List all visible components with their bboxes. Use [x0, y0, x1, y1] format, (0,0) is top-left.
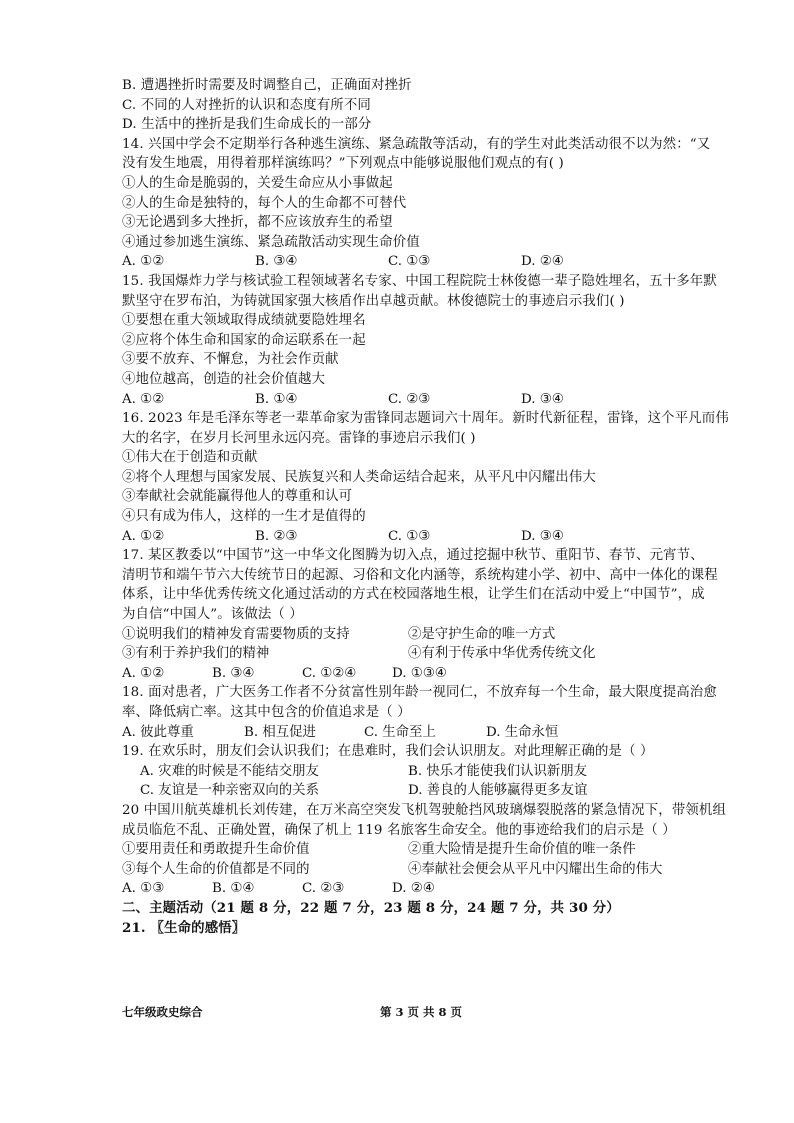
q15-statement-3: ③要不放弃、不懈怠，为社会作贡献	[122, 352, 339, 368]
q20-statement-3: ③每个人生命的价值都是不同的	[122, 861, 310, 877]
q20-statements-row-1	[122, 840, 742, 860]
q17-statements-row-1	[122, 625, 742, 645]
q17-statements-row-2	[122, 644, 742, 664]
q19-option-c: C. 友谊是一种亲密双向的关系	[140, 783, 319, 799]
q17-stem-line-3: 体系，让中华优秀传统文化通过活动的方式在校园落地生根，让学生们在活动中爱上“中国节”，成	[122, 587, 705, 603]
q17-stem-line-4: 为自信“中国人”。该做法（ ）	[122, 607, 303, 623]
q14-statement-2: ②人的生命是独特的，每个人的生命都不可替代	[122, 195, 407, 211]
q14-statement-4: ④通过参加逃生演练、紧急疏散活动实现生命价值	[122, 234, 420, 250]
q20-statement-4: ④奉献社会便会从平凡中闪耀出生命的伟大	[408, 861, 663, 877]
q20-options	[122, 879, 742, 899]
q14-statement-3: ③无论遇到多大挫折，都不应该放弃生的希望	[122, 215, 393, 231]
q16-statement-3: ③奉献社会就能赢得他人的尊重和认可	[122, 489, 353, 505]
q19-options-row-2	[122, 781, 742, 801]
q17-statement-3: ③有利于养护我们的精神	[122, 646, 270, 662]
q18-option-b: B. 相互促进	[244, 724, 316, 740]
q15-statement-1: ①要想在重大领域取得成绩就要隐姓埋名	[122, 313, 366, 329]
q15-stem-line-1: 15. 我国爆炸力学与核试验工程领域著名专家、中国工程院院士林俊德一辈子隐姓埋名，五十多年默	[122, 273, 717, 289]
q13-option-d: D. 生活中的挫折是我们生命成长的一部分	[122, 117, 372, 133]
q19-option-d: D. 善良的人能够赢得更多友谊	[408, 783, 588, 799]
q17-option-b: B. ③④	[212, 665, 255, 681]
q20-statements-row-2	[122, 860, 742, 880]
q15-statement-2: ②应将个体生命和国家的命运联系在一起	[122, 332, 366, 348]
q16-option-d: D. ③④	[521, 528, 564, 544]
q16-statement-4: ④只有成为伟人，这样的一生才是值得的	[122, 509, 366, 525]
q20-stem-line-1: 20 中国川航英雄机长刘传建，在万米高空突发飞机驾驶舱挡风玻璃爆裂脱落的紧急情况下，带领机组	[122, 802, 726, 818]
footer-subject: 七年级政史综合	[122, 1005, 203, 1019]
q14-options	[122, 252, 742, 272]
q19-option-a: A. 灾难的时候是不能结交朋友	[140, 763, 319, 779]
section-2-heading: 二、主题活动（21 题 8 分，22 题 7 分，23 题 8 分，24 题 7 分，共 30 分）	[122, 899, 620, 916]
q16-statement-2: ②将个人理想与国家发展、民族复兴和人类命运结合起来，从平凡中闪耀出伟大	[122, 469, 596, 485]
q14-option-c: C. ①③	[388, 254, 431, 270]
q17-options	[122, 664, 742, 684]
q14-option-a: A. ①②	[122, 254, 165, 270]
q18-stem-line-1: 18. 面对患者，广大医务工作者不分贫富性别年龄一视同仁，不放弃每一个生命，最大限度提高治愈	[122, 685, 717, 701]
q20-option-d: D. ②④	[392, 881, 435, 897]
q20-option-a: A. ①③	[122, 881, 165, 897]
q20-option-c: C. ②③	[302, 881, 345, 897]
q13-option-c: C. 不同的人对挫折的认识和态度有所不同	[122, 97, 371, 113]
q18-option-a: A. 彼此尊重	[122, 724, 194, 740]
q19-option-b: B. 快乐才能使我们认识新朋友	[408, 763, 588, 779]
q20-statement-2: ②重大险情是提升生命价值的唯一条件	[408, 842, 636, 858]
q17-stem-line-1: 17. 某区教委以“中国节”这一中华文化图腾为切入点，通过挖掘中秋节、重阳节、春节、元宵节、	[122, 548, 704, 564]
q17-statement-2: ②是守护生命的唯一方式	[408, 626, 556, 642]
q15-option-c: C. ②③	[388, 391, 431, 407]
q18-stem-line-2: 率、降低病亡率。这其中包含的价值追求是（ ）	[122, 705, 411, 720]
exam-page-content	[122, 76, 742, 938]
q15-option-b: B. ①④	[255, 391, 298, 407]
q14-stem-line-2: 没有发生地震，用得着那样演练吗？”下列观点中能够说服他们观点的有( )	[122, 156, 564, 172]
q16-stem-line-2: 大的名字，在岁月长河里永远闪亮。雷锋的事迹启示我们( )	[122, 430, 476, 446]
q15-statement-4: ④地位越高，创造的社会价值越大	[122, 371, 326, 387]
q20-statement-1: ①要用责任和勇敢提升生命价值	[122, 842, 310, 858]
q17-option-c: C. ①②④	[302, 665, 357, 681]
q15-stem-line-2: 默坚守在罗布泊，为铸就国家强大核盾作出卓越贡献。林俊德院士的事迹启示我们( )	[122, 293, 625, 309]
q16-statement-1: ①伟大在于创造和贡献	[122, 450, 258, 466]
q18-option-c: C. 生命至上	[364, 724, 436, 740]
q19-stem: 19. 在欢乐时，朋友们会认识我们；在患难时，我们会认识朋友。对此理解正确的是（ ）	[122, 744, 654, 760]
q13-option-b: B. 遭遇挫折时需要及时调整自己，正确面对挫折	[122, 78, 412, 93]
q18-option-d: D. 生命永恒	[486, 724, 559, 740]
q17-option-d: D. ①③④	[392, 665, 447, 681]
q17-stem-line-2: 清明节和端午节六大传统节日的起源、习俗和文化内涵等，系统构建小学、初中、高中一体化的课程	[122, 567, 718, 583]
q16-options	[122, 527, 742, 547]
q16-option-b: B. ②③	[255, 528, 298, 544]
q19-options-row-1	[122, 762, 742, 782]
q17-option-a: A. ①②	[122, 665, 165, 681]
q20-option-b: B. ①④	[212, 881, 255, 897]
q14-option-d: D. ②④	[521, 254, 564, 270]
q16-stem-line-1: 16. 2023 年是毛泽东等老一辈革命家为雷锋同志题词六十周年。新时代新征程，雷锋，这个平凡而伟	[122, 411, 729, 427]
q16-option-a: A. ①②	[122, 528, 165, 544]
q17-statement-1: ①说明我们的精神发育需要物质的支持	[122, 626, 350, 642]
q17-statement-4: ④有利于传承中华优秀传统文化	[408, 646, 596, 662]
q15-options	[122, 390, 742, 410]
q21-title: 21. 〖生命的感悟〗	[122, 919, 246, 936]
q14-statement-1: ①人的生命是脆弱的，关爱生命应从小事做起	[122, 175, 393, 191]
q16-option-c: C. ①③	[388, 528, 431, 544]
q15-option-d: D. ③④	[521, 391, 564, 407]
q18-options	[122, 723, 742, 743]
q14-option-b: B. ③④	[255, 254, 298, 270]
footer-page-number: 第 3 页 共 8 页	[380, 1005, 463, 1019]
q20-stem-line-2: 成员临危不乱、正确处置，确保了机上 119 名旅客生命安全。他的事迹给我们的启示是（ ）	[122, 822, 676, 838]
q14-stem-line-1: 14. 兴国中学会不定期举行各种逃生演练、紧急疏散等活动，有的学生对此类活动很不以为然：“又	[122, 136, 711, 152]
q15-option-a: A. ①②	[122, 391, 165, 407]
